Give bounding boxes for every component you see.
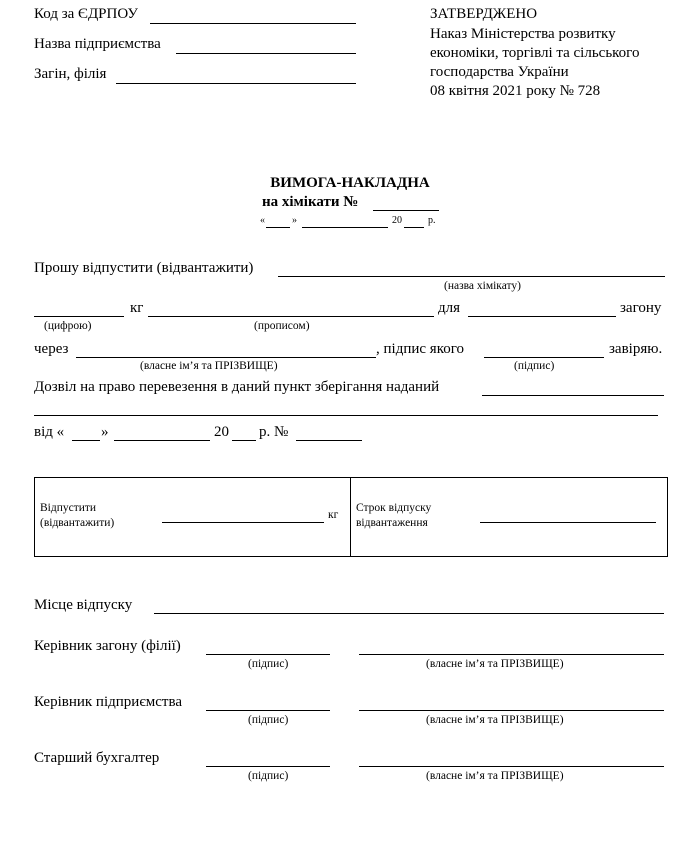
release-table: [34, 477, 668, 557]
accountant-name-field[interactable]: [359, 766, 664, 767]
unit-head-hint-name: (власне ім’я та ПРІЗВИЩЕ): [426, 658, 564, 670]
approval-line3: господарства України: [430, 64, 569, 80]
permission-field[interactable]: [482, 395, 664, 396]
unit-head-name-field[interactable]: [359, 654, 664, 655]
accountant-hint-name: (власне ім’я та ПРІЗВИЩЕ): [426, 770, 564, 782]
permission-field-continued[interactable]: [34, 415, 658, 416]
enterprise-head-signature-field[interactable]: [206, 710, 330, 711]
release-label-line2: (відвантажити): [40, 517, 115, 529]
date-quote-open: «: [260, 215, 265, 226]
from-suffix: р. №: [259, 424, 289, 440]
quantity-digits-field[interactable]: [34, 316, 124, 317]
date-year-field[interactable]: [404, 227, 424, 228]
quantity-words-field[interactable]: [148, 316, 434, 317]
release-term-field[interactable]: [480, 522, 656, 523]
signature-of-label: , підпис якого: [376, 341, 464, 357]
permission-label: Дозвіл на право перевезення в даний пункт зберігання наданий: [34, 379, 440, 395]
term-label-line1: Строк відпуску: [356, 502, 432, 514]
release-request-label: Прошу відпустити (відвантажити): [34, 260, 254, 276]
term-label-line2: відвантаження: [356, 517, 428, 529]
recipient-signature-field[interactable]: [484, 357, 604, 358]
unit-word-label: загону: [620, 300, 662, 316]
document-subtitle: на хімікати №: [262, 194, 359, 210]
table-divider: [350, 477, 351, 557]
from-month-field[interactable]: [114, 440, 210, 441]
enterprise-field[interactable]: [176, 53, 356, 54]
accountant-label: Старший бухгалтер: [34, 750, 160, 766]
date-day-field[interactable]: [266, 227, 290, 228]
edrpou-label: Код за ЄДРПОУ: [34, 6, 138, 22]
release-quantity-field[interactable]: [162, 522, 324, 523]
accountant-hint-signature: (підпис): [248, 770, 289, 782]
place-field[interactable]: [154, 613, 664, 614]
table-kg-label: кг: [328, 509, 339, 521]
from-label: від «: [34, 424, 65, 440]
kg-label: кг: [130, 300, 144, 316]
place-label: Місце відпуску: [34, 597, 133, 613]
chemical-name-field[interactable]: [278, 276, 665, 277]
hint-words: (прописом): [254, 320, 310, 332]
from-day-field[interactable]: [72, 440, 100, 441]
from-quote-close: »: [101, 424, 109, 440]
enterprise-head-label: Керівник підприємства: [34, 694, 183, 710]
enterprise-label: Назва підприємства: [34, 36, 161, 52]
from-year-field[interactable]: [232, 440, 256, 441]
enterprise-head-hint-signature: (підпис): [248, 714, 289, 726]
hint-digits: (цифрою): [44, 320, 92, 332]
certify-label: завіряю.: [609, 341, 663, 357]
release-label-line1: Відпустити: [40, 502, 97, 514]
date-suffix: р.: [428, 215, 436, 226]
document-title: ВИМОГА-НАКЛАДНА: [270, 175, 430, 191]
recipient-name-field[interactable]: [76, 357, 376, 358]
enterprise-head-hint-name: (власне ім’я та ПРІЗВИЩЕ): [426, 714, 564, 726]
unit-name-field[interactable]: [468, 316, 616, 317]
accountant-signature-field[interactable]: [206, 766, 330, 767]
hint-recipient-name: (власне ім’я та ПРІЗВИЩЕ): [140, 360, 278, 372]
unit-field[interactable]: [116, 83, 356, 84]
document-number-field[interactable]: [373, 210, 439, 211]
approval-title: ЗАТВЕРДЖЕНО: [430, 6, 538, 22]
chemical-name-hint: (назва хімікату): [444, 280, 521, 292]
for-label: для: [438, 300, 461, 316]
unit-head-signature-field[interactable]: [206, 654, 330, 655]
unit-head-hint-signature: (підпис): [248, 658, 289, 670]
from-number-field[interactable]: [296, 440, 362, 441]
edrpou-field[interactable]: [150, 23, 356, 24]
enterprise-head-name-field[interactable]: [359, 710, 664, 711]
unit-label: Загін, філія: [34, 66, 107, 82]
unit-head-label: Керівник загону (філії): [34, 638, 181, 654]
date-month-field[interactable]: [302, 227, 388, 228]
date-quote-close: »: [292, 215, 297, 226]
approval-line4: 08 квітня 2021 року № 728: [430, 83, 601, 99]
date-year: 20: [392, 215, 402, 226]
hint-recipient-signature: (підпис): [514, 360, 555, 372]
via-label: через: [34, 341, 69, 357]
approval-line2: економіки, торгівлі та сільського: [430, 45, 640, 61]
from-year: 20: [214, 424, 229, 440]
approval-line1: Наказ Міністерства розвитку: [430, 26, 616, 42]
